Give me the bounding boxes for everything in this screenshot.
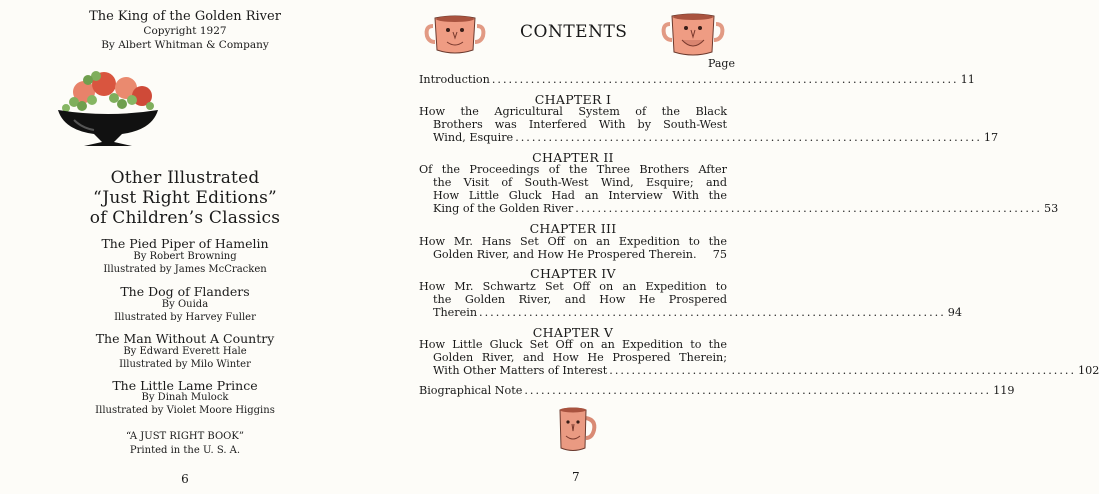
chapter-title-line: How Mr. Schwartz Set Off on an Expedition to (419, 280, 727, 293)
toc-page-number: 53 (1044, 202, 1059, 215)
book-entry-author: By Robert Browning (133, 251, 237, 262)
toc-page-number: 75 (712, 248, 727, 261)
dot-leader: .................................................................................... (515, 131, 982, 144)
book-entry-title: The Little Lame Prince (112, 378, 258, 393)
face-jug-right-illustration (662, 10, 724, 58)
book-entry-illustrator: Illustrated by Milo Winter (119, 359, 251, 370)
toc-entry-label: Introduction (419, 73, 490, 86)
page-number-left: 6 (181, 472, 189, 486)
toc-entry-biographical-note (419, 384, 1015, 398)
chapter-heading: CHAPTER V (532, 325, 614, 340)
chapter-title-line: How Mr. Hans Set Off on an Expedition to the (419, 235, 727, 248)
printed-in-line: Printed in the U. S. A. (129, 445, 241, 456)
toc-page-number: 17 (983, 131, 999, 144)
chapter-title-text: Therein (433, 306, 478, 319)
chapter-heading: CHAPTER II (532, 150, 614, 165)
page-column-label: Page (707, 57, 735, 70)
book-entry-author: By Edward Everett Hale (123, 346, 247, 357)
fruit-bowl-illustration (52, 62, 164, 152)
page-number-right: 7 (572, 470, 580, 484)
chapter-title-text: King of the Golden River (433, 202, 574, 215)
book-entry-illustrator: Illustrated by Harvey Fuller (114, 312, 256, 323)
chapter-title-line-last (433, 306, 963, 320)
dot-leader: .................................................................................... (575, 202, 1042, 215)
book-entry-title: The Dog of Flanders (120, 284, 250, 299)
series-heading-line-3: of Children’s Classics (89, 208, 281, 228)
book-entry-author: By Dinah Mulock (141, 392, 229, 403)
chapter-title-line: Of the Proceedings of the Three Brothers After (419, 163, 727, 176)
book-entry-illustrator: Illustrated by James McCracken (103, 264, 267, 275)
series-heading-line-2: “Just Right Editions” (93, 188, 277, 208)
chapter-title-text: With Other Matters of Interest (433, 364, 608, 377)
chapter-heading: CHAPTER IV (530, 266, 616, 281)
dot-leader: .................................................................................... (524, 384, 992, 397)
just-right-book-label: “A JUST RIGHT BOOK” (126, 431, 244, 442)
book-entry-title: The Pied Piper of Hamelin (101, 236, 269, 251)
dot-leader: .................................................................................... (609, 364, 1077, 377)
chapter-title-line-last (433, 248, 727, 262)
book-entry-title: The Man Without A Country (95, 331, 275, 346)
right-page (370, 0, 1099, 494)
book-title: The King of the Golden River (89, 9, 281, 24)
chapter-title-line: Golden River, and How He Prospered Therein; (433, 351, 727, 364)
chapter-title-line-last (433, 202, 1059, 216)
dot-leader: .................................................................................... (479, 306, 946, 319)
toc-page-number: 102 (1078, 364, 1099, 377)
chapter-title-line-last (433, 131, 999, 145)
chapter-title-line-last (433, 364, 1099, 378)
chapter-title-line: the Visit of South-West Wind, Esquire; and (433, 176, 727, 189)
toc-page-number: 11 (960, 73, 975, 86)
toc-entry-label: Biographical Note (419, 384, 523, 397)
chapter-heading: CHAPTER I (534, 92, 612, 107)
chapter-heading: CHAPTER III (529, 221, 617, 236)
toc-entry-introduction (419, 73, 975, 87)
face-jug-left-illustration (425, 12, 485, 56)
left-page (0, 0, 370, 494)
chapter-title-text: Wind, Esquire (433, 131, 514, 144)
toc-page-number: 94 (947, 306, 963, 319)
chapter-title-line: How Little Gluck Set Off on an Expedition to the (419, 338, 727, 351)
chapter-title-text: Golden River, and How He Prospered Therein. (433, 248, 697, 261)
book-entry-author: By Ouida (161, 299, 209, 310)
copyright-line: Copyright 1927 (143, 25, 227, 37)
toc-page-number: 119 (993, 384, 1015, 397)
series-heading-line-1: Other Illustrated (110, 168, 260, 188)
dot-leader: .................................................................................... (491, 73, 959, 86)
contents-heading: CONTENTS (520, 22, 628, 42)
chapter-title-line: How Little Gluck Had an Interview With the (433, 189, 727, 202)
chapter-title-line: Brothers was Interfered With by South-West (433, 118, 727, 131)
chapter-title-line: How the Agricultural System of the Black (419, 105, 727, 118)
book-entry-illustrator: Illustrated by Violet Moore Higgins (95, 405, 275, 416)
publisher-line: By Albert Whitman & Company (101, 39, 269, 51)
face-mug-illustration (556, 404, 596, 454)
chapter-title-line: the Golden River, and How He Prospered (433, 293, 727, 306)
